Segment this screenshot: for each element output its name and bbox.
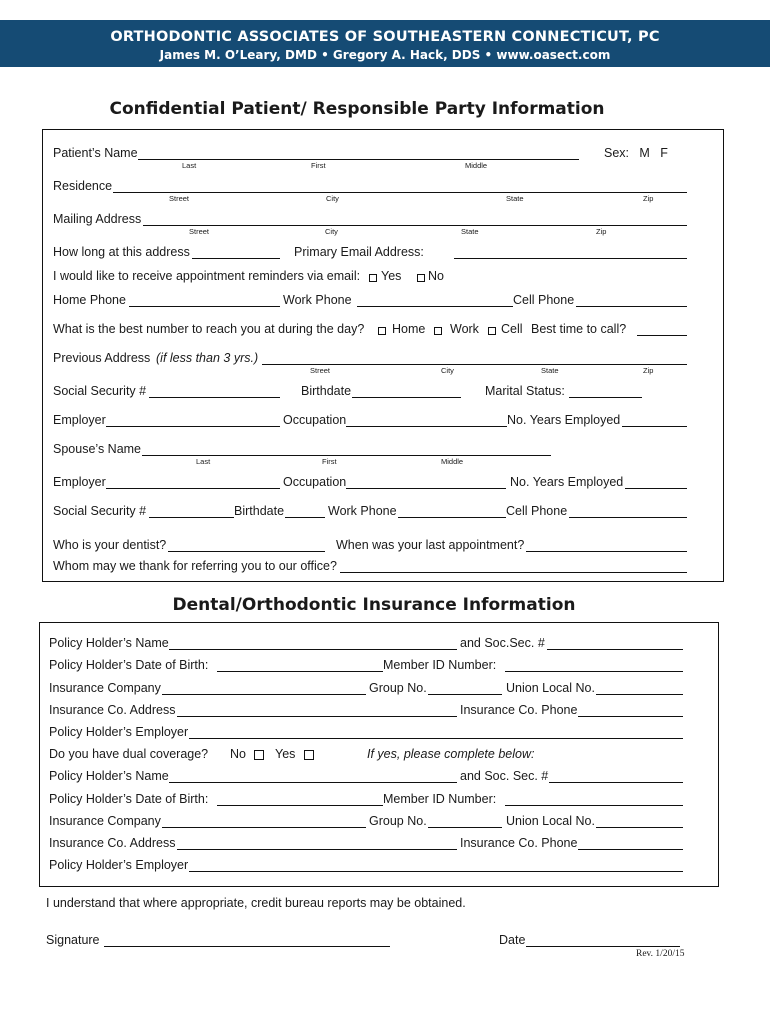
how-long-field[interactable] xyxy=(192,258,280,259)
dual-yes-label: Yes xyxy=(275,747,296,761)
ins-address-field[interactable] xyxy=(177,716,457,717)
patients-name-field[interactable] xyxy=(138,159,579,160)
ins2-phone-field[interactable] xyxy=(578,849,683,850)
sub-street: Street xyxy=(169,194,190,203)
reminders-no-label: No xyxy=(428,269,444,283)
sub-street: Street xyxy=(189,227,210,236)
ph2-dob-label: Policy Holder’s Date of Birth: xyxy=(49,792,209,806)
marital-status-field[interactable] xyxy=(569,397,642,398)
ins2-company-field[interactable] xyxy=(162,827,366,828)
sub-zip: Zip xyxy=(643,194,654,203)
patients-name-label: Patient’s Name xyxy=(53,146,138,160)
best-time-label: Best time to call? xyxy=(531,322,627,336)
sub-first: First xyxy=(322,457,337,466)
sub-state: State xyxy=(541,366,559,375)
ins2-address-field[interactable] xyxy=(177,849,457,850)
previous-address-label: Previous Address xyxy=(53,351,151,365)
ph-dob-field[interactable] xyxy=(217,671,383,672)
sub-last: Last xyxy=(196,457,211,466)
ssn-field[interactable] xyxy=(149,397,280,398)
spouse-cell-phone-field[interactable] xyxy=(569,517,687,518)
group2-no-label: Group No. xyxy=(369,814,427,828)
mailing-address-label: Mailing Address xyxy=(53,212,142,226)
ph2-employer-label: Policy Holder’s Employer xyxy=(49,858,189,872)
ph-name-field[interactable] xyxy=(169,649,457,650)
spouse-years-employed-field[interactable] xyxy=(625,488,687,489)
spouse-occupation-field[interactable] xyxy=(346,488,506,489)
sub-middle: Middle xyxy=(441,457,464,466)
best-time-field[interactable] xyxy=(637,335,687,336)
member2-id-field[interactable] xyxy=(505,805,683,806)
ins-company-field[interactable] xyxy=(162,694,366,695)
ph2-employer-field[interactable] xyxy=(189,871,683,872)
date-label: Date xyxy=(499,933,526,947)
union2-local-label: Union Local No. xyxy=(506,814,595,828)
ph-employer-field[interactable] xyxy=(189,738,683,739)
last-appointment-label: When was your last appointment? xyxy=(336,538,525,552)
employer-field[interactable] xyxy=(106,426,280,427)
ph-ssn-field[interactable] xyxy=(547,649,683,650)
practice-title: ORTHODONTIC ASSOCIATES OF SOUTHEASTERN CONNECTICUT, PC xyxy=(110,29,660,45)
signature-field[interactable] xyxy=(104,946,390,947)
insurance-section-heading: Dental/Orthodontic Insurance Information xyxy=(172,595,576,615)
how-long-label: How long at this address xyxy=(53,245,190,259)
sub-city: City xyxy=(441,366,454,375)
spouse-ssn-label: Social Security # xyxy=(53,504,147,518)
dual-no-label: No xyxy=(230,747,246,761)
spouses-name-label: Spouse’s Name xyxy=(53,442,142,456)
occupation-label: Occupation xyxy=(283,413,347,427)
ph-dob-label: Policy Holder’s Date of Birth: xyxy=(49,658,209,672)
residence-field[interactable] xyxy=(113,192,687,193)
signature-label: Signature xyxy=(46,933,100,947)
spouse-work-phone-label: Work Phone xyxy=(328,504,397,518)
group-no-field[interactable] xyxy=(428,694,502,695)
best-work-checkbox[interactable] xyxy=(434,327,442,335)
sub-last: Last xyxy=(182,161,197,170)
last-appointment-field[interactable] xyxy=(526,551,687,552)
sub-zip: Zip xyxy=(643,366,654,375)
best-number-label: What is the best number to reach you at during the day? xyxy=(53,322,365,336)
dual-coverage-label: Do you have dual coverage? xyxy=(49,747,209,761)
spouse-work-phone-field[interactable] xyxy=(398,517,506,518)
spouse-birthdate-field[interactable] xyxy=(285,517,325,518)
home-phone-label: Home Phone xyxy=(53,293,126,307)
home-phone-field[interactable] xyxy=(129,306,280,307)
ph2-ssn-label: and Soc. Sec. # xyxy=(460,769,549,783)
best-cell-label: Cell xyxy=(501,322,523,336)
sub-city: City xyxy=(326,194,339,203)
spouse-cell-phone-label: Cell Phone xyxy=(506,504,568,518)
ins2-phone-label: Insurance Co. Phone xyxy=(460,836,578,850)
member2-id-label: Member ID Number: xyxy=(383,792,497,806)
mailing-address-field[interactable] xyxy=(143,225,687,226)
best-work-label: Work xyxy=(450,322,479,336)
if-yes-note: If yes, please complete below: xyxy=(367,747,535,761)
patient-section-heading: Confidential Patient/ Responsible Party Information xyxy=(109,99,605,119)
previous-address-note: (if less than 3 yrs.) xyxy=(156,351,259,365)
dentist-field[interactable] xyxy=(168,551,325,552)
best-home-label: Home xyxy=(392,322,426,336)
union-local-field[interactable] xyxy=(596,694,683,695)
revision-note: Rev. 1/20/15 xyxy=(636,949,685,959)
practice-subtitle: James M. O’Leary, DMD • Gregory A. Hack, DDS • www.oasect.com xyxy=(159,48,611,62)
years-employed-label: No. Years Employed xyxy=(507,413,621,427)
sub-city: City xyxy=(325,227,338,236)
sub-middle: Middle xyxy=(465,161,488,170)
dual-no-checkbox[interactable] xyxy=(254,750,264,760)
marital-status-label: Marital Status: xyxy=(485,384,565,398)
spouse-years-employed-label: No. Years Employed xyxy=(510,475,624,489)
ph2-name-field[interactable] xyxy=(169,782,457,783)
spouse-employer-field[interactable] xyxy=(106,488,280,489)
dentist-label: Who is your dentist? xyxy=(53,538,167,552)
spouse-birthdate-label: Birthdate xyxy=(234,504,285,518)
ph2-dob-field[interactable] xyxy=(217,805,383,806)
birthdate-field[interactable] xyxy=(352,397,461,398)
referral-field[interactable] xyxy=(340,572,687,573)
work-phone-label: Work Phone xyxy=(283,293,352,307)
group2-no-field[interactable] xyxy=(428,827,502,828)
primary-email-label: Primary Email Address: xyxy=(294,245,424,259)
ins-company-label: Insurance Company xyxy=(49,681,161,695)
ph2-name-label: Policy Holder’s Name xyxy=(49,769,169,783)
spouse-employer-label: Employer xyxy=(53,475,106,489)
ins-phone-field[interactable] xyxy=(578,716,683,717)
spouses-name-field[interactable] xyxy=(142,455,551,456)
ins-address-label: Insurance Co. Address xyxy=(49,703,176,717)
reminders-no-checkbox[interactable] xyxy=(417,274,425,282)
ph2-ssn-field[interactable] xyxy=(549,782,683,783)
cell-phone-label: Cell Phone xyxy=(513,293,575,307)
ssn-label: Social Security # xyxy=(53,384,147,398)
ins2-address-label: Insurance Co. Address xyxy=(49,836,176,850)
sub-state: State xyxy=(461,227,479,236)
previous-address-field[interactable] xyxy=(262,364,687,365)
reminders-yes-checkbox[interactable] xyxy=(369,274,377,282)
spouse-ssn-field[interactable] xyxy=(149,517,234,518)
sub-state: State xyxy=(506,194,524,203)
ph-name-label: Policy Holder’s Name xyxy=(49,636,169,650)
ph-employer-label: Policy Holder’s Employer xyxy=(49,725,189,739)
group-no-label: Group No. xyxy=(369,681,427,695)
sub-zip: Zip xyxy=(596,227,607,236)
sub-street: Street xyxy=(310,366,331,375)
dual-yes-checkbox[interactable] xyxy=(304,750,314,760)
work-phone-field[interactable] xyxy=(357,306,513,307)
ins2-company-label: Insurance Company xyxy=(49,814,161,828)
referral-label: Whom may we thank for referring you to our office? xyxy=(53,559,337,573)
years-employed-field[interactable] xyxy=(622,426,687,427)
cell-phone-field[interactable] xyxy=(576,306,687,307)
best-cell-checkbox[interactable] xyxy=(488,327,496,335)
reminders-label: I would like to receive appointment reminders via email: xyxy=(53,269,361,283)
ph-ssn-label: and Soc.Sec. # xyxy=(460,636,545,650)
union-local-label: Union Local No. xyxy=(506,681,595,695)
best-home-checkbox[interactable] xyxy=(378,327,386,335)
union2-local-field[interactable] xyxy=(596,827,683,828)
member-id-label: Member ID Number: xyxy=(383,658,497,672)
occupation-field[interactable] xyxy=(346,426,507,427)
residence-label: Residence xyxy=(53,179,113,193)
primary-email-field[interactable] xyxy=(454,258,687,259)
credit-note: I understand that where appropriate, credit bureau reports may be obtained. xyxy=(46,896,466,910)
employer-label: Employer xyxy=(53,413,106,427)
sub-first: First xyxy=(311,161,326,170)
birthdate-label: Birthdate xyxy=(301,384,352,398)
ins-phone-label: Insurance Co. Phone xyxy=(460,703,578,717)
member-id-field[interactable] xyxy=(505,671,683,672)
reminders-yes-label: Yes xyxy=(381,269,402,283)
sex-field[interactable]: Sex: M F xyxy=(604,146,668,160)
date-field[interactable] xyxy=(526,946,680,947)
spouse-occupation-label: Occupation xyxy=(283,475,347,489)
